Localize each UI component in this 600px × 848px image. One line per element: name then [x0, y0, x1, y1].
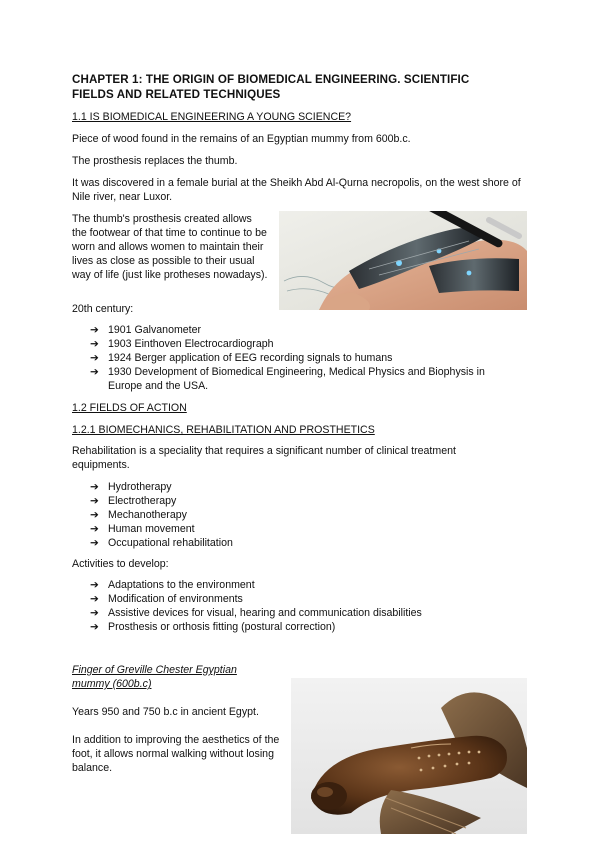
activities-list	[90, 578, 530, 634]
arrow-right-icon: ➔	[90, 481, 99, 493]
list-item: ➔ Modification of environments	[90, 593, 243, 605]
arrow-right-icon: ➔	[90, 523, 99, 535]
list-item: ➔ Prosthesis or orthosis fitting (postural correction)	[90, 621, 336, 633]
list-item: ➔ Mechanotherapy	[90, 509, 187, 521]
paragraph: The thumb's prosthesis created allows the footwear of that time to continue to be worn and allows women to maintain their lives as close as possible to their usual way of life (just like protheses nowadays).	[72, 213, 268, 281]
section-heading-1-2-1: 1.2.1 BIOMECHANICS, REHABILITATION AND PROSTHETICS	[72, 424, 375, 436]
treatments-list	[90, 480, 490, 550]
arrow-right-icon: ➔	[90, 324, 99, 336]
arrow-right-icon: ➔	[90, 366, 99, 378]
robotic-hand-image	[279, 211, 527, 310]
chapter-title: CHAPTER 1: THE ORIGIN OF BIOMEDICAL ENGINEERING. SCIENTIFIC FIELDS AND RELATED TECHNIQUES	[72, 73, 470, 101]
list-item: ➔ 1924 Berger application of EEG recording signals to humans	[90, 352, 393, 364]
century-label: 20th century:	[72, 303, 134, 315]
arrow-right-icon: ➔	[90, 352, 99, 364]
paragraph: The prosthesis replaces the thumb.	[72, 155, 238, 167]
list-item: ➔ Human movement	[90, 523, 195, 535]
paragraph: Piece of wood found in the remains of an Egyptian mummy from 600b.c.	[72, 133, 411, 145]
figure-caption: Finger of Greville Chester Egyptian mummy (600b.c)	[72, 664, 237, 690]
arrow-right-icon: ➔	[90, 621, 99, 633]
arrow-right-icon: ➔	[90, 579, 99, 591]
list-item: ➔ 1901 Galvanometer	[90, 324, 202, 336]
list-item: ➔ Electrotherapy	[90, 495, 177, 507]
arrow-right-icon: ➔	[90, 593, 99, 605]
arrow-right-icon: ➔	[90, 509, 99, 521]
list-item: ➔ Adaptations to the environment	[90, 579, 255, 591]
list-item: ➔ Assistive devices for visual, hearing and communication disabilities	[90, 607, 422, 619]
arrow-right-icon: ➔	[90, 537, 99, 549]
arrow-right-icon: ➔	[90, 338, 99, 350]
paragraph: In addition to improving the aesthetics of the foot, it allows normal walking without losing balance.	[72, 734, 280, 774]
section-heading-1-1: 1.1 IS BIOMEDICAL ENGINEERING A YOUNG SCIENCE?	[72, 111, 352, 123]
section-heading-1-2: 1.2 FIELDS OF ACTION	[72, 402, 187, 414]
activities-label: Activities to develop:	[72, 558, 169, 570]
list-item: ➔ Hydrotherapy	[90, 481, 172, 493]
list-item: ➔ 1930 Development of Biomedical Engineering, Medical Physics and Biophysis in Europe and the USA.	[90, 366, 485, 392]
paragraph: Rehabilitation is a speciality that requires a significant number of clinical treatment equipments.	[72, 445, 456, 471]
paragraph: It was discovered in a female burial at the Sheikh Abd Al-Qurna necropolis, on the west shore of Nile river, near Luxor.	[72, 177, 521, 203]
paragraph: Years 950 and 750 b.c in ancient Egypt.	[72, 706, 259, 718]
list-item: ➔ Occupational rehabilitation	[90, 537, 233, 549]
arrow-right-icon: ➔	[90, 607, 99, 619]
egyptian-prosthetic-toe-image	[291, 678, 527, 834]
arrow-right-icon: ➔	[90, 495, 99, 507]
timeline-list	[90, 323, 520, 393]
list-item: ➔ 1903 Einthoven Electrocardiograph	[90, 338, 274, 350]
